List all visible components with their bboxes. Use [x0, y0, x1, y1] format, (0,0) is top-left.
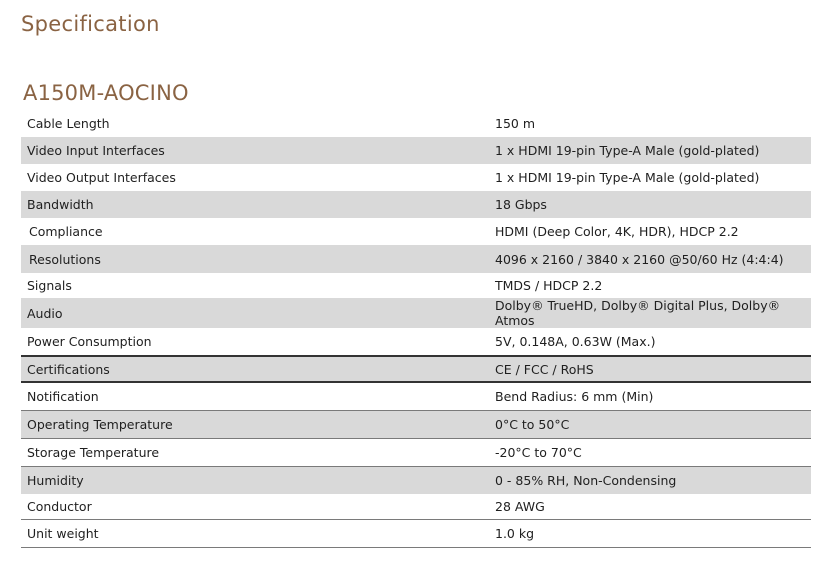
spec-label: Audio — [21, 298, 487, 328]
spec-label: Video Output Interfaces — [27, 170, 176, 185]
model-title: A150M-AOCINO — [23, 81, 189, 105]
spec-label: Certifications — [21, 356, 487, 382]
spec-row-signals — [21, 273, 811, 298]
spec-value: 5V, 0.148A, 0.63W (Max.) — [487, 328, 811, 356]
spec-row-video-output — [21, 164, 811, 191]
spec-label: Power Consumption — [21, 328, 487, 356]
spec-label: Signals — [27, 278, 72, 293]
spec-row-humidity — [21, 466, 811, 494]
spec-row-cable-length — [21, 110, 811, 137]
spec-row-audio — [21, 298, 811, 328]
spec-value: 18 Gbps — [487, 191, 811, 218]
spec-row-operating-temp — [21, 410, 811, 438]
spec-row-compliance — [21, 218, 811, 245]
spec-row-bandwidth — [21, 191, 811, 218]
spec-label: Bandwidth — [21, 191, 487, 218]
spec-value: 28 AWG — [487, 494, 811, 519]
spec-value: TMDS / HDCP 2.2 — [495, 278, 603, 293]
spec-value: 0°C to 50°C — [487, 410, 811, 438]
spec-row-video-input — [21, 137, 811, 164]
spec-value: 1.0 kg — [487, 519, 811, 547]
spec-value: Bend Radius: 6 mm (Min) — [487, 382, 811, 410]
spec-value: Dolby® TrueHD, Dolby® Digital Plus, Dolby® Atmos — [487, 298, 811, 328]
spec-label: Compliance — [29, 224, 103, 239]
spec-value: CE / FCC / RoHS — [487, 356, 811, 382]
spec-value: -20°C to 70°C — [487, 438, 811, 466]
spec-row-unit-weight — [21, 519, 811, 547]
section-title: Specification — [21, 12, 160, 36]
spec-label: Cable Length — [27, 116, 110, 131]
spec-row-certifications — [21, 356, 811, 382]
spec-value: 1 x HDMI 19-pin Type-A Male (gold-plated) — [495, 170, 760, 185]
spec-row-resolutions — [21, 245, 811, 273]
spec-label: Unit weight — [21, 519, 487, 547]
spec-value: 150 m — [495, 116, 536, 131]
spec-row-notification — [21, 382, 811, 410]
spec-table — [21, 110, 811, 548]
spec-label: Resolutions — [21, 245, 487, 273]
spec-value: HDMI (Deep Color, 4K, HDR), HDCP 2.2 — [495, 224, 739, 239]
spec-row-power — [21, 328, 811, 356]
spec-label: Video Input Interfaces — [21, 137, 487, 164]
spec-value: 0 - 85% RH, Non-Condensing — [487, 466, 811, 494]
spec-row-conductor — [21, 494, 811, 519]
spec-row-storage-temp — [21, 438, 811, 466]
spec-label: Conductor — [21, 494, 487, 519]
spec-label: Humidity — [21, 466, 487, 494]
spec-value: 4096 x 2160 / 3840 x 2160 @50/60 Hz (4:4:4) — [487, 245, 811, 273]
spec-label: Storage Temperature — [21, 438, 487, 466]
spec-label: Operating Temperature — [21, 410, 487, 438]
spec-value: 1 x HDMI 19-pin Type-A Male (gold-plated) — [487, 137, 811, 164]
spec-label: Notification — [21, 382, 487, 410]
